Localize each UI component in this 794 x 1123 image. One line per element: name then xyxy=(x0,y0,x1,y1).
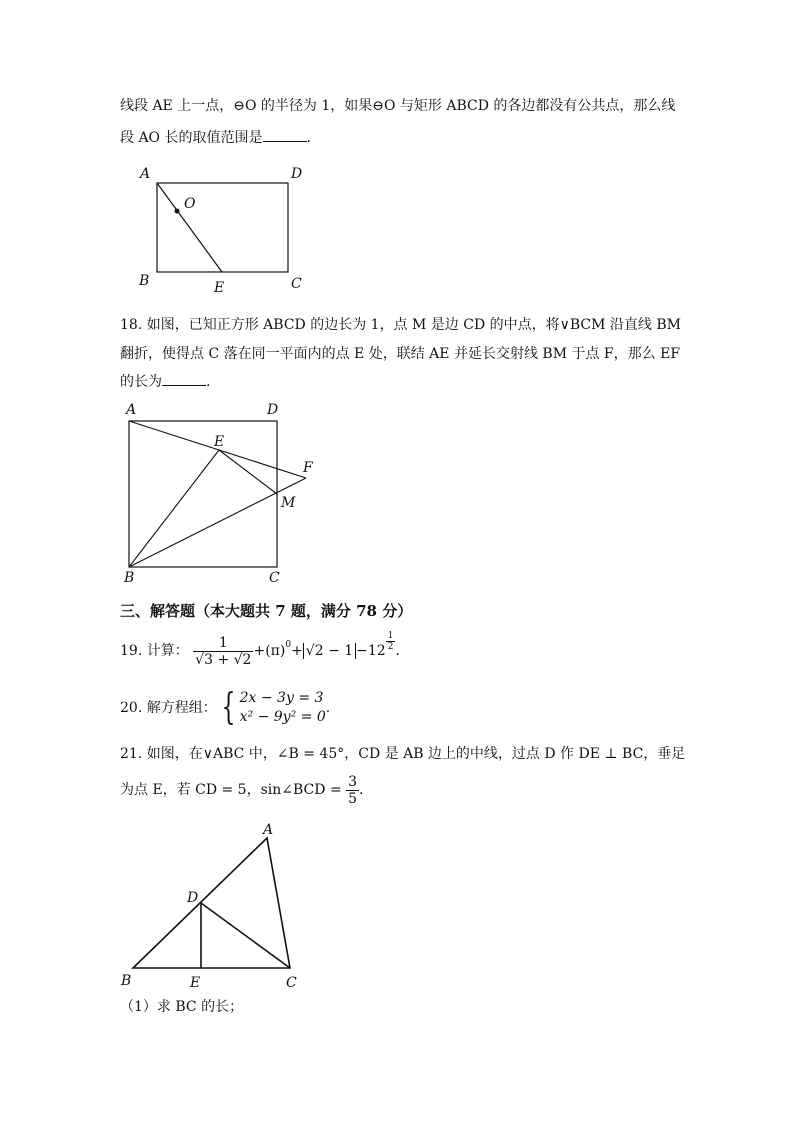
label-b: B xyxy=(124,570,135,586)
label-f: F xyxy=(303,460,313,476)
q18-line3-text: 的长为 xyxy=(120,374,162,390)
label-c: C xyxy=(286,975,297,991)
q19-abs: √2 − 1 xyxy=(303,643,356,659)
label-a: A xyxy=(126,402,137,418)
q20-eq2: x² − 9y² = 0 xyxy=(239,709,326,725)
label-d: D xyxy=(291,166,303,182)
q19-exp-num: 1 xyxy=(387,630,394,641)
q19-exp-den: 2 xyxy=(387,641,394,652)
q17-line1: 线段 AE 上一点，⊖O 的半径为 1，如果⊖O 与矩形 ABCD 的各边都没有公共点，那么线 xyxy=(120,98,676,114)
label-c: C xyxy=(269,570,280,586)
label-b: B xyxy=(121,973,132,989)
q17-tail: . xyxy=(306,130,311,146)
q18-line1: 18. 如图，已知正方形 ABCD 的边长为 1，点 M 是边 CD 的中点，将∨BCM 沿直线 BM xyxy=(120,317,682,333)
q19-prefix: 19. 计算： xyxy=(120,643,189,659)
q20-eq1: 2x − 3y = 3 xyxy=(239,690,324,706)
left-brace: { xyxy=(221,687,236,728)
label-d: D xyxy=(267,402,279,418)
label-o: O xyxy=(184,196,196,212)
q21-sub1: （1）求 BC 的长； xyxy=(120,999,244,1015)
q19-part3: + xyxy=(291,643,303,659)
q19-frac-den: √3 + √2 xyxy=(195,651,252,668)
q21-frac-den: 5 xyxy=(348,790,358,807)
label-a: A xyxy=(263,822,274,838)
q21-tail: . xyxy=(359,782,364,798)
label-c: C xyxy=(291,276,302,292)
label-d: D xyxy=(187,890,199,906)
triangle-abc xyxy=(133,838,290,968)
q19-tail: . xyxy=(395,643,400,659)
q17-line2-text: 段 AO 长的取值范围是 xyxy=(120,130,263,146)
q20-tail: . xyxy=(325,700,331,716)
label-e: E xyxy=(214,434,225,450)
q19-part4: −12 xyxy=(356,643,386,659)
q21-line1: 21. 如图，在∨ABC 中，∠B = 45°，CD 是 AB 边上的中线，过点 D 作 DE ⊥ BC，垂足 xyxy=(120,746,686,762)
q18-line2: 翻折，使得点 C 落在同一平面内的点 E 处，联结 AE 并延长交射线 BM 于点 F，那么 EF xyxy=(120,346,681,362)
section-heading: 三、解答题（本大题共 7 题，满分 78 分） xyxy=(120,602,413,620)
label-e: E xyxy=(214,280,225,296)
q20-prefix: 20. 解方程组： xyxy=(120,700,217,716)
q19-part2: +(π) xyxy=(253,643,286,659)
label-e: E xyxy=(190,975,201,991)
q19-frac-num: 1 xyxy=(193,635,253,652)
label-m: M xyxy=(281,495,296,511)
q21-frac-num: 3 xyxy=(348,773,358,790)
q18-tail: . xyxy=(206,374,211,390)
q21-line2-text: 为点 E，若 CD = 5，sin∠BCD = xyxy=(120,782,342,798)
label-b: B xyxy=(139,273,150,289)
q19-exp0: 0 xyxy=(285,640,292,650)
segment-dc xyxy=(201,903,290,968)
label-a: A xyxy=(140,166,151,182)
